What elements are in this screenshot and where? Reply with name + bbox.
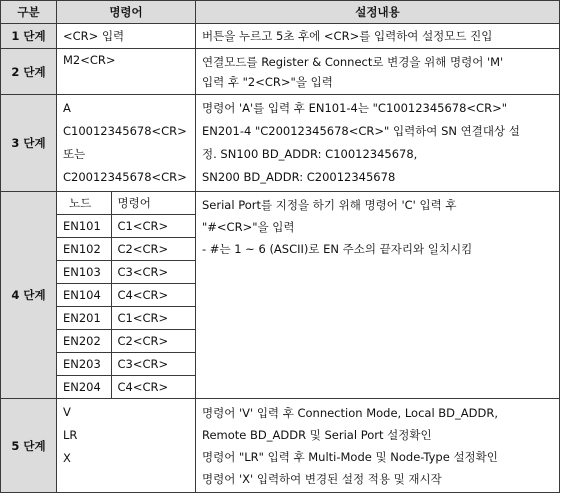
description-line: 연결모드를 Register & Connect로 변경을 위해 명령어 'M' [202,54,504,69]
node-command-cell [57,192,196,399]
header-description: 설정내용 [196,1,560,24]
command-line: LR [63,428,78,442]
description-line: 입력 후 "2<CR>"을 입력 [202,74,333,89]
step-label: 3 단계 [1,95,57,192]
header-step: 구분 [1,1,57,24]
table-row-step-4 [1,192,560,399]
description-cell [196,95,560,192]
command-line: C10012345678<CR> [63,124,187,138]
node-name: EN101 [57,215,111,238]
node-command-table [57,192,195,398]
node-name: EN204 [57,376,111,399]
description-line: 명령어 'A'를 입력 후 EN101-4는 "C10012345678<CR>" [202,101,508,115]
description-line: SN200 BD_ADDR: C20012345678 [202,170,396,184]
command-line: C20012345678<CR> [63,170,187,184]
command-cell [57,399,196,493]
description-line: 명령어 'V' 입력 후 Connection Mode, Local BD_ADDR, [202,405,499,420]
node-command: C2<CR> [111,330,195,353]
description-line: 명령어 "LR" 입력 후 Multi-Mode 및 Node-Type 설정확인 [202,449,498,464]
node-row [57,353,195,376]
node-header: 노드 [57,192,111,215]
description-line: Remote BD_ADDR 및 Serial Port 설정확인 [202,427,432,442]
step-label: 2 단계 [1,49,57,95]
node-row [57,376,195,399]
description-line: 명령어 'X' 입력하여 변경된 설정 적용 및 재시작 [202,471,442,486]
node-name: EN102 [57,238,111,261]
command-line: A [63,101,71,115]
command-cell [57,24,196,49]
node-row [57,330,195,353]
node-name: EN203 [57,353,111,376]
node-command: C4<CR> [111,284,195,307]
description-line: EN201-4 "C20012345678<CR>" 입력하여 SN 연결대상 설 [202,124,520,138]
table-header-row [1,1,560,24]
table-row-step-1 [1,24,560,49]
node-name: EN201 [57,307,111,330]
command-cell [57,49,196,95]
command-line: 또는 [63,147,86,161]
node-row [57,261,195,284]
command-line: X [63,451,71,465]
table-row-step-3 [1,95,560,192]
node-command: C4<CR> [111,376,195,399]
description-line: 정. SN100 BD_ADDR: C10012345678, [202,147,418,161]
node-command: C1<CR> [111,307,195,330]
node-command: C1<CR> [111,215,195,238]
description-cell [196,399,560,493]
command-cell [57,95,196,192]
node-row [57,215,195,238]
description-line: "#<CR>"을 입력 [202,220,295,234]
table-row-step-2 [1,49,560,95]
description-line: - #는 1 ~ 6 (ASCII)로 EN 주소의 끝자리와 일치시킴 [202,242,473,256]
command-line: V [63,405,71,419]
step-label: 5 단계 [1,399,57,493]
header-command: 명령어 [57,1,196,24]
table-row-step-5 [1,399,560,493]
node-name: EN103 [57,261,111,284]
node-table-header [57,192,195,215]
command-line: <CR> 입력 [63,29,125,43]
description-line: Serial Port를 지정을 하기 위해 명령어 'C' 입력 후 [202,198,457,212]
step-label: 4 단계 [1,192,57,399]
description-cell [196,49,560,95]
node-command-header: 명령어 [111,192,195,215]
node-row [57,284,195,307]
node-command: C2<CR> [111,238,195,261]
node-command: C3<CR> [111,353,195,376]
node-name: EN202 [57,330,111,353]
command-line: M2<CR> [63,53,116,67]
node-row [57,238,195,261]
description-cell [196,24,560,49]
node-row [57,307,195,330]
description-line: 버튼을 누르고 5초 후에 <CR>를 입력하여 설정모드 진입 [202,29,493,43]
node-command: C3<CR> [111,261,195,284]
description-cell [196,192,560,399]
step-label: 1 단계 [1,24,57,49]
node-name: EN104 [57,284,111,307]
